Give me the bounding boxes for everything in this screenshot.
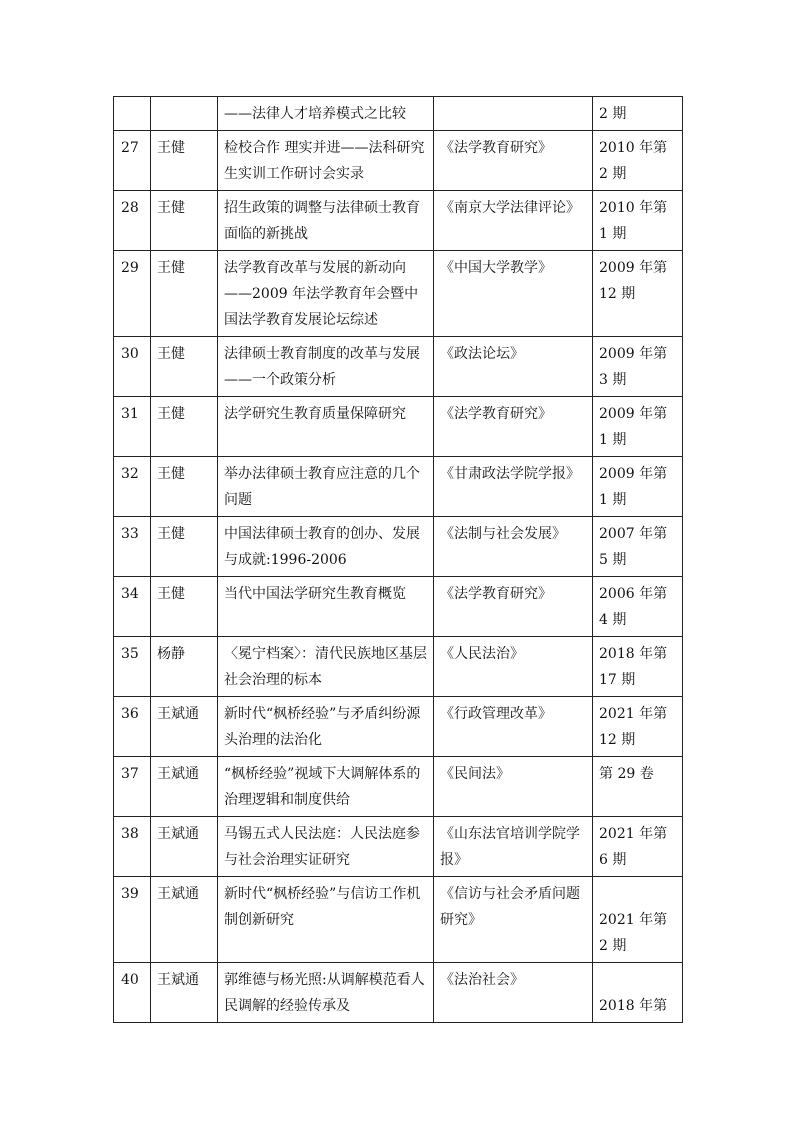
issue-cell: 2006 年第 4 期 — [593, 577, 683, 637]
table-row — [114, 97, 683, 131]
author-cell: 王健 — [151, 191, 218, 251]
issue-cell: 2018 年第 — [593, 963, 683, 1023]
title-cell: 检校合作 理实并进——法科研究生实训工作研讨会实录 — [218, 131, 434, 191]
author-cell: 王斌通 — [151, 963, 218, 1023]
issue-cell: 2009 年第 1 期 — [593, 397, 683, 457]
title-cell: 〈冕宁档案〉：清代民族地区基层社会治理的标本 — [218, 637, 434, 697]
table-row — [114, 191, 683, 251]
title-cell: 法律硕士教育制度的改革与发展——一个政策分析 — [218, 337, 434, 397]
row-number-cell: 37 — [114, 757, 151, 817]
row-number-cell: 36 — [114, 697, 151, 757]
table-row — [114, 337, 683, 397]
row-number-cell: 39 — [114, 877, 151, 963]
row-number-cell: 33 — [114, 517, 151, 577]
table-row — [114, 963, 683, 1023]
title-cell: 新时代“枫桥经验”与矛盾纠纷源头治理的法治化 — [218, 697, 434, 757]
issue-cell: 2021 年第 2 期 — [593, 877, 683, 963]
row-number-cell: 27 — [114, 131, 151, 191]
journal-cell: 《法学教育研究》 — [434, 131, 593, 191]
publication-table — [113, 96, 683, 1023]
table-row — [114, 457, 683, 517]
title-cell: ——法律人才培养模式之比较 — [218, 97, 434, 131]
row-number-cell: 38 — [114, 817, 151, 877]
issue-cell: 第 29 卷 — [593, 757, 683, 817]
journal-cell: 《信访与社会矛盾问题研究》 — [434, 877, 593, 963]
table-row — [114, 577, 683, 637]
journal-cell: 《法制与社会发展》 — [434, 517, 593, 577]
table-row — [114, 131, 683, 191]
table-row — [114, 637, 683, 697]
title-cell: 举办法律硕士教育应注意的几个问题 — [218, 457, 434, 517]
issue-cell: 2010 年第 1 期 — [593, 191, 683, 251]
row-number-cell: 28 — [114, 191, 151, 251]
row-number-cell: 32 — [114, 457, 151, 517]
title-cell: “枫桥经验”视域下大调解体系的治理逻辑和制度供给 — [218, 757, 434, 817]
journal-cell: 《南京大学法律评论》 — [434, 191, 593, 251]
author-cell: 王斌通 — [151, 817, 218, 877]
table-row — [114, 517, 683, 577]
row-number-cell: 40 — [114, 963, 151, 1023]
issue-cell: 2007 年第 5 期 — [593, 517, 683, 577]
title-cell: 郭维德与杨光照:从调解模范看人民调解的经验传承及 — [218, 963, 434, 1023]
author-cell: 王斌通 — [151, 757, 218, 817]
issue-cell: 2009 年第 3 期 — [593, 337, 683, 397]
author-cell: 王斌通 — [151, 697, 218, 757]
issue-cell: 2 期 — [593, 97, 683, 131]
table-row — [114, 251, 683, 337]
author-cell: 王健 — [151, 337, 218, 397]
journal-cell — [434, 97, 593, 131]
author-cell — [151, 97, 218, 131]
title-cell: 当代中国法学研究生教育概览 — [218, 577, 434, 637]
author-cell: 王健 — [151, 517, 218, 577]
row-number-cell: 30 — [114, 337, 151, 397]
row-number-cell — [114, 97, 151, 131]
row-number-cell: 29 — [114, 251, 151, 337]
table-row — [114, 877, 683, 963]
author-cell: 王斌通 — [151, 877, 218, 963]
journal-cell: 《甘肃政法学院学报》 — [434, 457, 593, 517]
journal-cell: 《人民法治》 — [434, 637, 593, 697]
author-cell: 王健 — [151, 251, 218, 337]
issue-cell: 2009 年第 12 期 — [593, 251, 683, 337]
table-row — [114, 817, 683, 877]
journal-cell: 《中国大学教学》 — [434, 251, 593, 337]
table-row — [114, 697, 683, 757]
issue-cell: 2021 年第 6 期 — [593, 817, 683, 877]
journal-cell: 《民间法》 — [434, 757, 593, 817]
table-row — [114, 397, 683, 457]
journal-cell: 《法治社会》 — [434, 963, 593, 1023]
title-cell: 招生政策的调整与法律硕士教育面临的新挑战 — [218, 191, 434, 251]
journal-cell: 《山东法官培训学院学报》 — [434, 817, 593, 877]
table-row — [114, 757, 683, 817]
title-cell: 中国法律硕士教育的创办、发展与成就:1996-2006 — [218, 517, 434, 577]
title-cell: 新时代“枫桥经验”与信访工作机制创新研究 — [218, 877, 434, 963]
author-cell: 王健 — [151, 577, 218, 637]
author-cell: 王健 — [151, 397, 218, 457]
issue-cell: 2021 年第 12 期 — [593, 697, 683, 757]
row-number-cell: 35 — [114, 637, 151, 697]
author-cell: 王健 — [151, 131, 218, 191]
journal-cell: 《法学教育研究》 — [434, 577, 593, 637]
title-cell: 法学研究生教育质量保障研究 — [218, 397, 434, 457]
journal-cell: 《行政管理改革》 — [434, 697, 593, 757]
title-cell: 法学教育改革与发展的新动向——2009 年法学教育年会暨中国法学教育发展论坛综述 — [218, 251, 434, 337]
row-number-cell: 31 — [114, 397, 151, 457]
journal-cell: 《政法论坛》 — [434, 337, 593, 397]
row-number-cell: 34 — [114, 577, 151, 637]
issue-cell: 2010 年第 2 期 — [593, 131, 683, 191]
issue-cell: 2018 年第 17 期 — [593, 637, 683, 697]
journal-cell: 《法学教育研究》 — [434, 397, 593, 457]
issue-cell: 2009 年第 1 期 — [593, 457, 683, 517]
author-cell: 王健 — [151, 457, 218, 517]
title-cell: 马锡五式人民法庭：人民法庭参与社会治理实证研究 — [218, 817, 434, 877]
author-cell: 杨静 — [151, 637, 218, 697]
